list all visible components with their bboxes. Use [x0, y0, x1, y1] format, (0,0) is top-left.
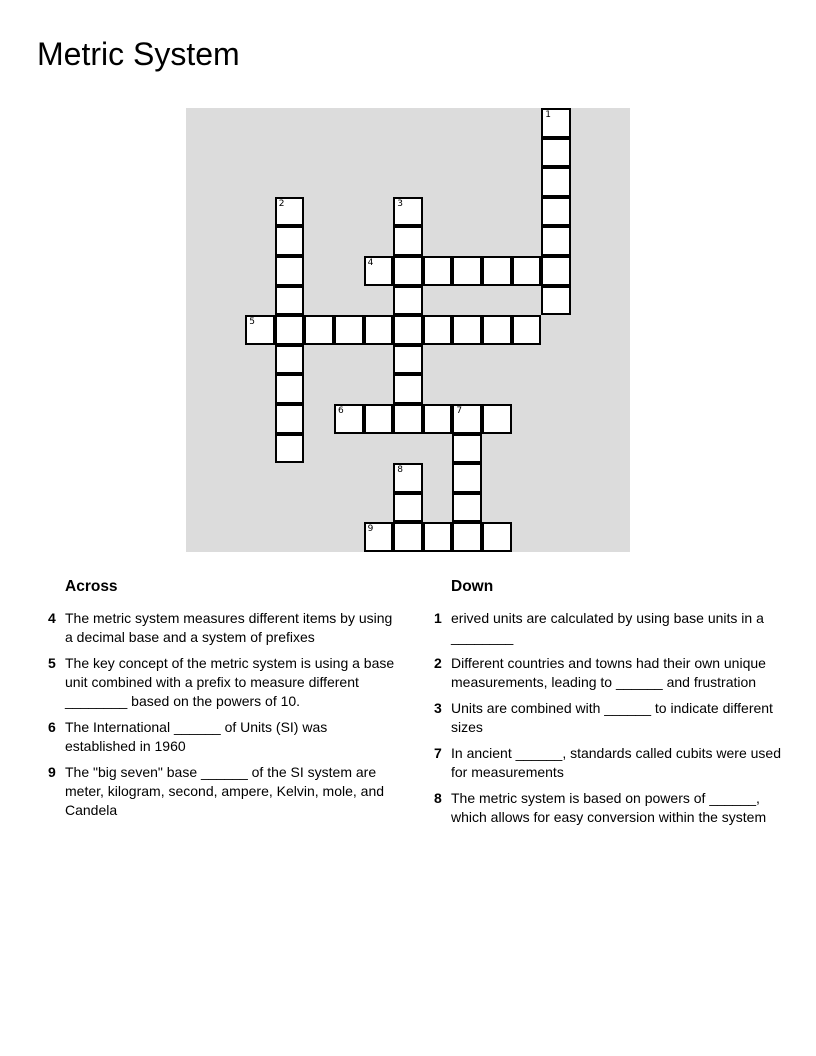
across-clues: [48, 577, 398, 827]
grid-cell[interactable]: [541, 138, 571, 168]
grid-cell[interactable]: [423, 256, 453, 286]
down-clues: [434, 577, 784, 834]
grid-cell[interactable]: [275, 345, 305, 375]
cell-number: 4: [367, 258, 374, 268]
cell-number: 2: [278, 198, 285, 209]
grid-cell[interactable]: [393, 463, 423, 493]
page-title: Metric System: [37, 36, 240, 72]
grid-cell[interactable]: [275, 374, 305, 404]
clue-text: The metric system measures different items by using a decimal base and a system of prefixes: [65, 610, 393, 645]
down-clue: [434, 654, 784, 692]
grid-cell[interactable]: [482, 315, 512, 345]
grid-cell[interactable]: [393, 256, 423, 286]
grid-cell[interactable]: [393, 493, 423, 523]
across-clue: [48, 609, 398, 647]
grid-cell[interactable]: [482, 404, 512, 434]
grid-cell[interactable]: [393, 374, 423, 404]
cell-number: 7: [456, 406, 463, 416]
clue-text: The key concept of the metric system is using a base unit combined with a prefix to measure different ________ based on the powers of 10.: [65, 655, 395, 709]
across-heading: Across: [65, 578, 118, 595]
grid-cell[interactable]: [245, 315, 275, 345]
grid-cell[interactable]: [452, 404, 482, 434]
clue-text: Units are combined with ______ to indicate different sizes: [451, 700, 773, 735]
clue-number: 8: [434, 790, 442, 806]
grid-cell[interactable]: [512, 256, 542, 286]
grid-cell[interactable]: [452, 493, 482, 523]
crossword-grid: [186, 108, 630, 552]
grid-cell[interactable]: [541, 226, 571, 256]
across-clue: [48, 763, 398, 820]
grid-cell[interactable]: [275, 286, 305, 316]
cell-number: 3: [397, 198, 403, 209]
clue-number: 2: [434, 655, 442, 671]
grid-cell[interactable]: [304, 315, 334, 345]
clue-number: 9: [48, 764, 56, 780]
cell-number: 9: [367, 524, 374, 535]
grid-cell[interactable]: [423, 315, 453, 345]
grid-cell[interactable]: [393, 522, 423, 552]
grid-cell[interactable]: [334, 404, 364, 434]
grid-cell[interactable]: [393, 226, 423, 256]
clue-number: 7: [434, 745, 442, 761]
grid-cell[interactable]: [482, 256, 512, 286]
down-clue: [434, 699, 784, 737]
grid-cell[interactable]: [334, 315, 364, 345]
clue-text: The "big seven" base ______ of the SI system are meter, kilogram, second, ampere, Kelvin, mole, and Candela: [65, 764, 385, 818]
grid-cell[interactable]: [541, 108, 571, 138]
grid-cell[interactable]: [452, 522, 482, 552]
cell-number: 8: [397, 465, 403, 476]
grid-cell[interactable]: [512, 315, 542, 345]
grid-cell[interactable]: [393, 286, 423, 316]
down-clue: [434, 789, 784, 827]
grid-cell[interactable]: [541, 197, 571, 227]
clue-number: 6: [48, 719, 56, 735]
grid-cell[interactable]: [364, 315, 394, 345]
grid-cell[interactable]: [452, 463, 482, 493]
grid-cell[interactable]: [364, 522, 394, 552]
grid-cell[interactable]: [393, 404, 423, 434]
grid-cell[interactable]: [364, 256, 394, 286]
clue-text: Different countries and towns had their own unique measurements, leading to ______ and frustration: [451, 655, 766, 690]
cell-number: 1: [545, 110, 551, 120]
cell-number: 5: [249, 317, 255, 328]
grid-cell[interactable]: [541, 286, 571, 316]
down-clue: [434, 744, 784, 782]
grid-cell[interactable]: [275, 226, 305, 256]
across-clue: [48, 654, 398, 711]
grid-cell[interactable]: [275, 256, 305, 286]
grid-cell[interactable]: [452, 256, 482, 286]
clue-text: erived units are calculated by using base units in a ________: [451, 610, 764, 645]
grid-cell[interactable]: [275, 404, 305, 434]
across-clue: [48, 718, 398, 756]
grid-cell[interactable]: [393, 315, 423, 345]
grid-cell[interactable]: [393, 197, 423, 227]
grid-cell[interactable]: [423, 522, 453, 552]
grid-cell[interactable]: [452, 434, 482, 464]
grid-cell[interactable]: [364, 404, 394, 434]
grid-cell[interactable]: [482, 522, 512, 552]
grid-cell[interactable]: [541, 256, 571, 286]
clue-text: The International ______ of Units (SI) was established in 1960: [65, 719, 328, 754]
grid-cell[interactable]: [452, 315, 482, 345]
grid-cell[interactable]: [541, 167, 571, 197]
clue-text: In ancient ______, standards called cubits were used for measurements: [451, 745, 781, 780]
clue-text: The metric system is based on powers of ______, which allows for easy conversion within the system: [451, 790, 767, 825]
clue-number: 1: [434, 610, 442, 626]
down-clue: [434, 609, 784, 647]
down-heading: Down: [451, 578, 494, 595]
grid-cell[interactable]: [275, 434, 305, 464]
clue-number: 4: [48, 610, 56, 626]
clue-number: 3: [434, 700, 442, 716]
grid-cell[interactable]: [275, 197, 305, 227]
grid-cell[interactable]: [275, 315, 305, 345]
cell-number: 6: [338, 406, 344, 416]
grid-cell[interactable]: [393, 345, 423, 375]
grid-cell[interactable]: [423, 404, 453, 434]
clue-number: 5: [48, 655, 56, 671]
